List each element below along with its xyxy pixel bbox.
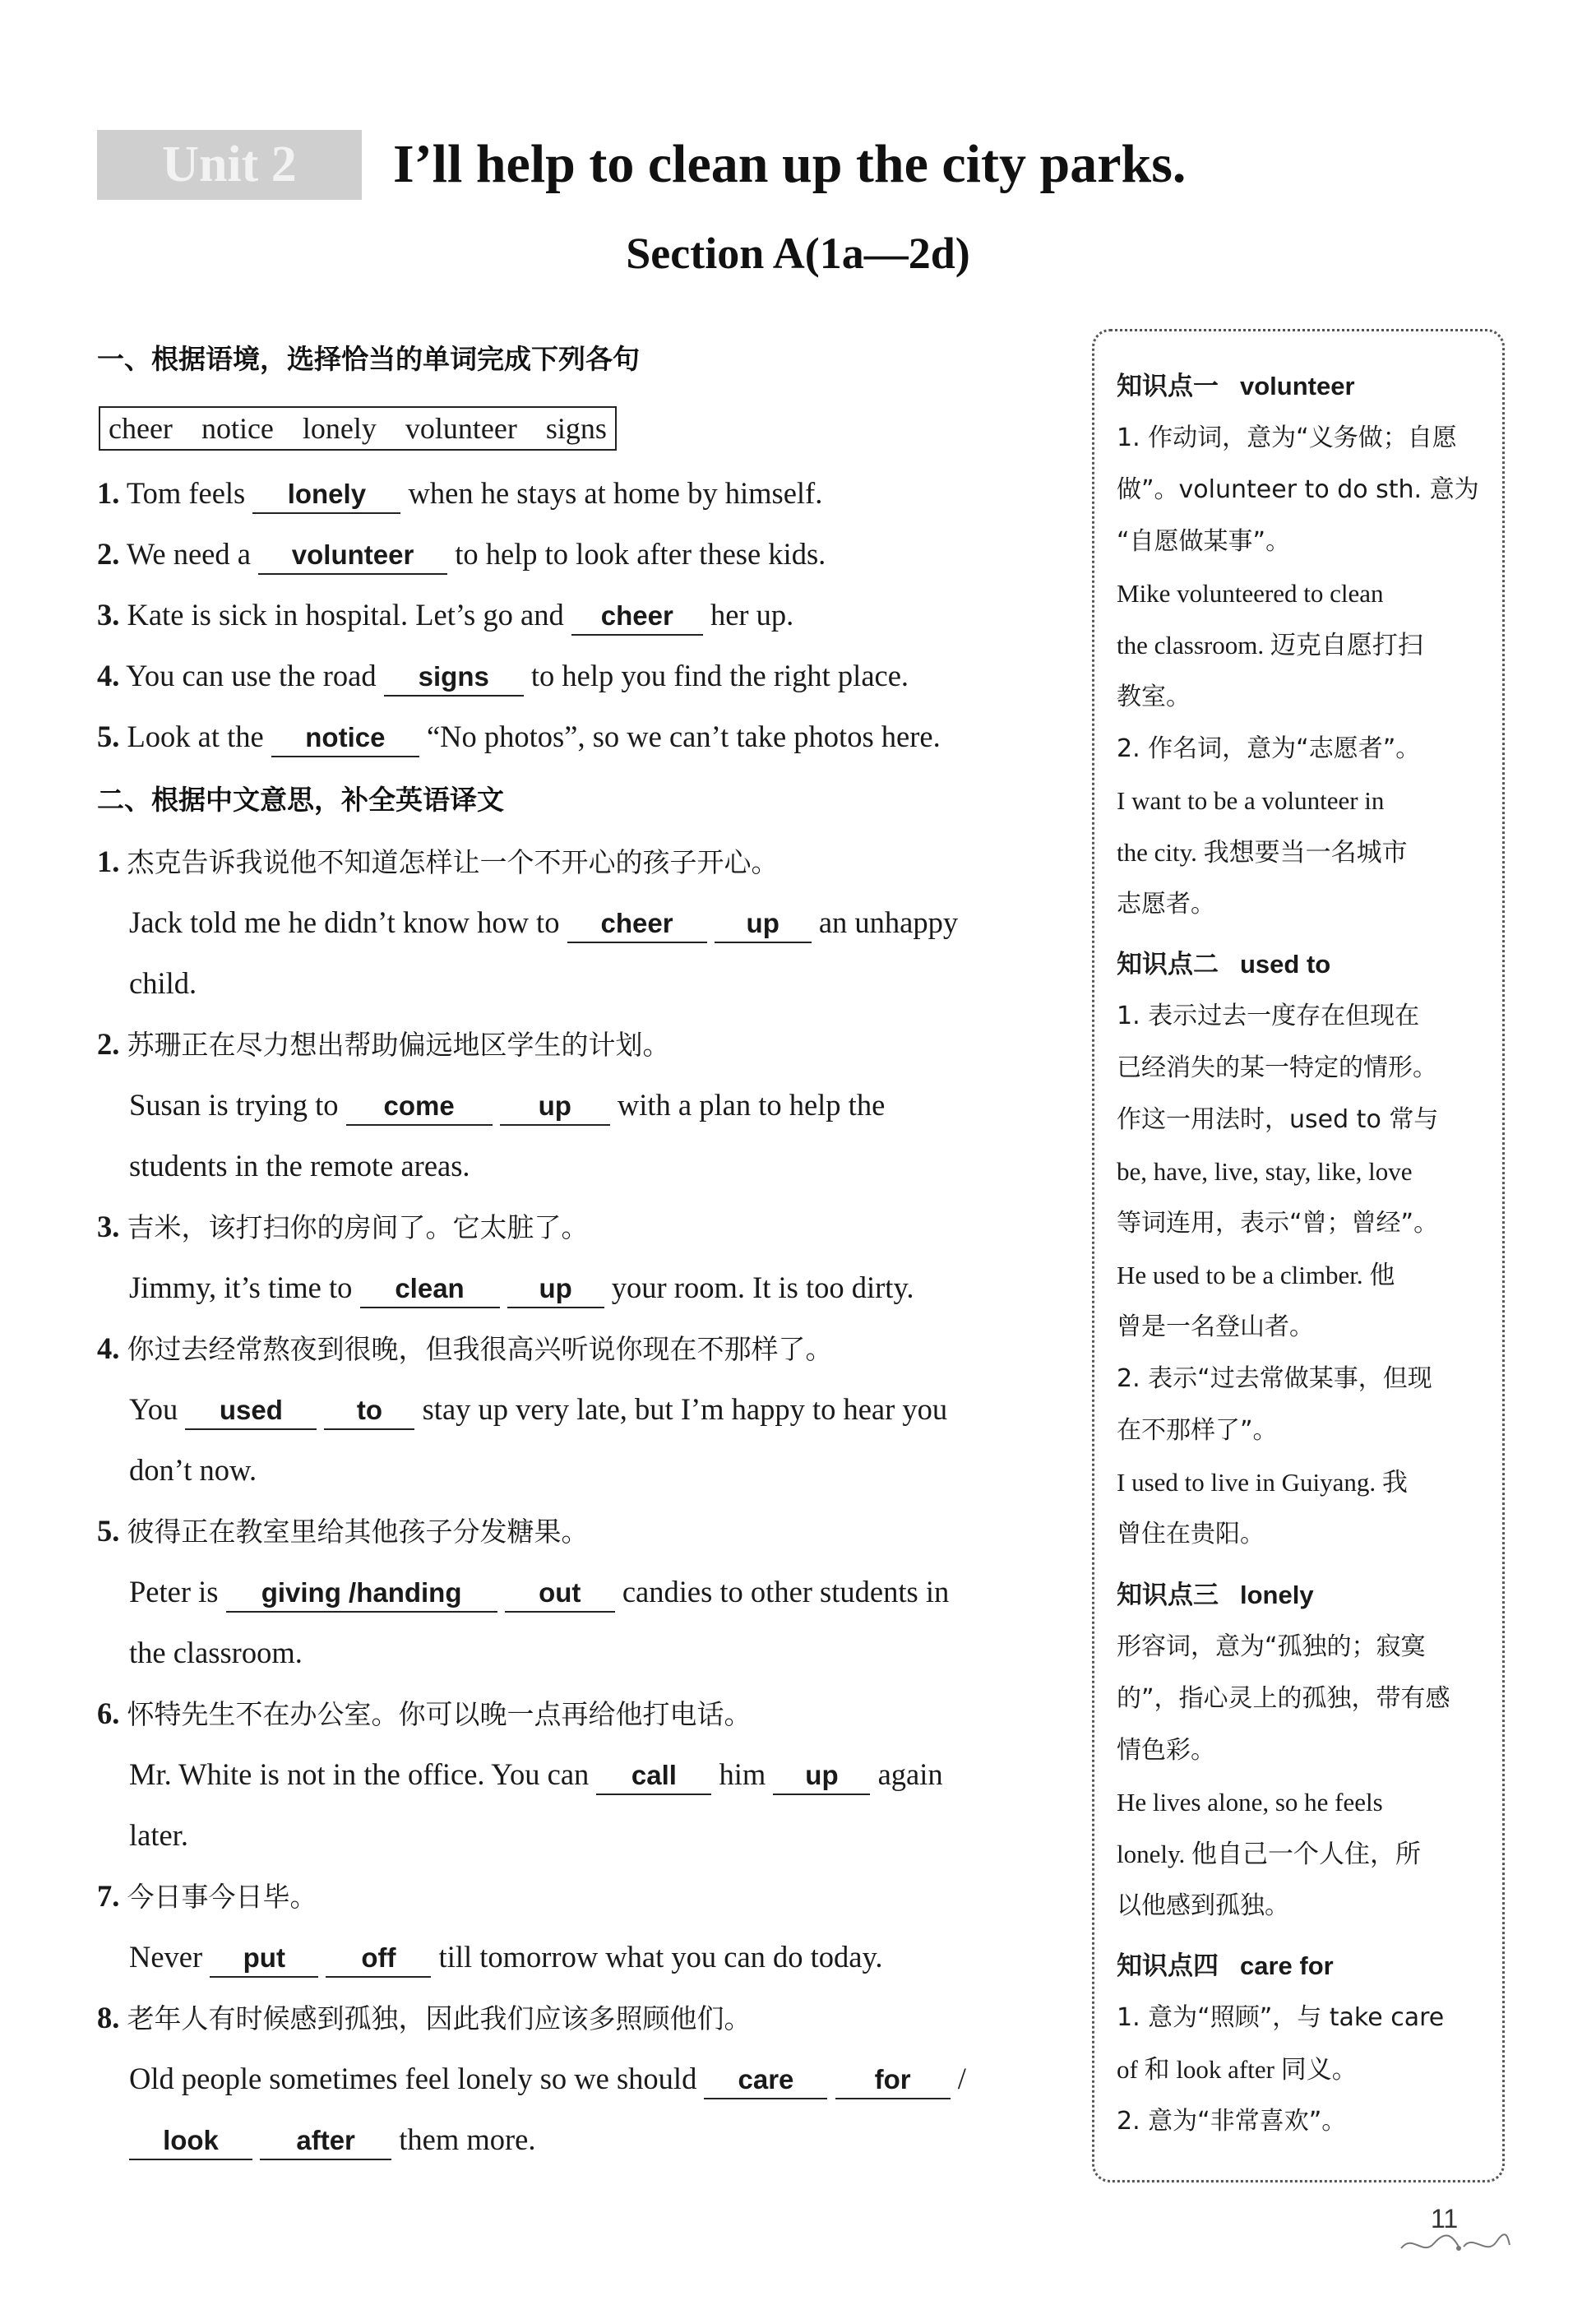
knowledge-point-2-heading: 知识点二 used to [1117,950,1331,979]
p2-question-8-english: Old people sometimes feel lonely so we should care for / [129,2057,966,2100]
sidebar-text: 2. 意为“非常喜欢”。 [1117,2107,1347,2136]
answer-blank[interactable]: up [507,1271,604,1308]
answer-blank[interactable]: used [185,1392,317,1430]
answer-blank[interactable]: volunteer [258,537,447,575]
p2-question-7-chinese: 7. 今日事今日毕。 [97,1879,317,1913]
answer-blank[interactable]: for [835,2062,951,2099]
sidebar-text: of 和 look after 同义。 [1117,2055,1358,2084]
sidebar-text: 的”，指心灵上的孤独，带有感 [1117,1684,1450,1713]
sidebar-text: the city. 我想要当一名城市 [1117,838,1408,867]
answer-blank[interactable]: notice [271,720,419,757]
p2-question-4-english: You used to stay up very late, but I’m happy to hear you [129,1388,947,1431]
p1-question-2: 2. We need a volunteer to help to look after these kids. [97,533,826,576]
p2-question-8-cont: look after them more. [129,2118,535,2161]
answer-blank[interactable]: lonely [252,476,400,514]
sidebar-text: 1. 作动词，意为“义务做；自愿 [1117,424,1457,452]
sidebar-text: the classroom. 迈克自愿打扫 [1117,631,1423,660]
p2-question-6-english: Mr. White is not in the office. You can call him up again [129,1753,943,1796]
p2-question-7-english: Never put off till tomorrow what you can do today. [129,1936,883,1979]
answer-blank[interactable]: put [210,1940,318,1978]
sidebar-text: 作这一用法时，used to 常与 [1117,1105,1439,1134]
p2-question-6-cont: later. [129,1818,188,1852]
knowledge-point-4-heading: 知识点四 care for [1117,1951,1334,1981]
sidebar-text: Mike volunteered to clean [1117,579,1384,608]
sidebar-text: 形容词，意为“孤独的；寂寞 [1117,1632,1426,1661]
p1-question-4: 4. You can use the road signs to help you find the right place. [97,655,909,697]
sidebar-text: “自愿做某事”。 [1117,527,1291,556]
answer-blank[interactable]: giving /handing [226,1575,497,1613]
sidebar-text: I used to live in Guiyang. 我 [1117,1468,1408,1497]
p2-question-5-cont: the classroom. [129,1636,303,1669]
p1-question-3: 3. Kate is sick in hospital. Let’s go and cheer her up. [97,594,793,636]
answer-blank[interactable]: up [500,1088,610,1126]
sidebar-text: 等词连用，表示“曾；曾经”。 [1117,1209,1439,1238]
p2-question-1-cont: child. [129,966,197,1000]
sidebar-text: 教室。 [1117,683,1191,711]
p2-question-5-english: Peter is giving /handing out candies to other students in [129,1571,949,1613]
word-bank-item: lonely [302,412,377,445]
answer-blank[interactable]: clean [360,1271,500,1308]
sidebar-text: 以他感到孤独。 [1117,1891,1289,1920]
sidebar-text: 做”。volunteer to do sth. 意为 [1117,475,1479,504]
swirl-ornament-icon [1398,2227,1513,2260]
answer-blank[interactable]: out [505,1575,615,1613]
p2-question-4-cont: don’t now. [129,1453,257,1487]
unit-badge: Unit 2 [97,130,362,200]
sidebar-text: 情色彩。 [1117,1736,1215,1765]
answer-blank[interactable]: come [346,1088,493,1126]
part2-heading: 二、根据中文意思，补全英语译文 [97,784,504,816]
p2-question-2-chinese: 2. 苏珊正在尽力想出帮助偏远地区学生的计划。 [97,1027,670,1061]
answer-blank[interactable]: after [260,2122,391,2160]
p2-question-3-chinese: 3. 吉米，该打扫你的房间了。它太脏了。 [97,1210,589,1243]
sidebar-text: 曾是一名登山者。 [1117,1312,1314,1341]
sidebar-text: He used to be a climber. 他 [1117,1261,1395,1289]
word-bank [99,406,617,451]
sidebar-text: 在不那样了”。 [1117,1416,1278,1445]
sidebar-text: be, have, live, stay, like, love [1117,1157,1413,1186]
answer-blank[interactable]: care [704,2062,827,2099]
word-bank-item: notice [201,412,274,445]
answer-blank[interactable]: look [129,2122,252,2160]
sidebar-text: 2. 作名词，意为“志愿者”。 [1117,734,1421,763]
p2-question-4-chinese: 4. 你过去经常熬夜到很晚，但我很高兴听说你现在不那样了。 [97,1331,833,1365]
word-bank-item: cheer [109,412,173,445]
answer-blank[interactable]: to [324,1392,414,1430]
sidebar-text: 志愿者。 [1117,890,1215,919]
unit-title: I’ll help to clean up the city parks. [393,134,1187,194]
answer-blank[interactable]: up [715,905,812,943]
p2-question-1-english: Jack told me he didn’t know how to cheer up an unhappy [129,901,958,944]
sidebar-text: He lives alone, so he feels [1117,1788,1383,1817]
answer-blank[interactable]: call [596,1757,711,1795]
answer-blank[interactable]: signs [384,659,524,697]
p2-question-8-chinese: 8. 老年人有时候感到孤独，因此我们应该多照顾他们。 [97,2001,752,2034]
p1-question-1: 1. Tom feels lonely when he stays at home by himself. [97,472,822,515]
part1-heading: 一、根据语境，选择恰当的单词完成下列各句 [97,343,640,375]
p2-question-2-cont: students in the remote areas. [129,1149,470,1183]
page-number: 11 [1431,2204,1459,2233]
answer-blank[interactable]: cheer [567,905,707,943]
knowledge-point-1-heading: 知识点一 volunteer [1117,372,1355,401]
p1-question-5: 5. Look at the notice “No photos”, so we can’t take photos here. [97,715,941,758]
sidebar-text: I want to be a volunteer in [1117,786,1385,815]
sidebar-text: 已经消失的某一特定的情形。 [1117,1053,1437,1082]
sidebar-text: 曾住在贵阳。 [1117,1520,1265,1548]
sidebar-text: 1. 意为“照顾”，与 take care [1117,2003,1445,2032]
answer-blank[interactable]: up [773,1757,870,1795]
p2-question-3-english: Jimmy, it’s time to clean up your room. It is too dirty. [129,1266,914,1309]
p2-question-5-chinese: 5. 彼得正在教室里给其他孩子分发糖果。 [97,1514,589,1548]
sidebar-text: lonely. 他自己一个人住，所 [1117,1840,1421,1868]
sidebar-text: 2. 表示“过去常做某事，但现 [1117,1364,1432,1393]
p2-question-2-english: Susan is trying to come up with a plan to help the [129,1084,885,1127]
answer-blank[interactable]: cheer [571,598,703,636]
word-bank-item: volunteer [405,412,517,445]
knowledge-point-3-heading: 知识点三 lonely [1117,1581,1314,1610]
answer-blank[interactable]: off [326,1940,431,1978]
word-bank-item: signs [545,412,607,445]
section-title: Section A(1a—2d) [626,229,970,278]
p2-question-6-chinese: 6. 怀特先生不在办公室。你可以晚一点再给他打电话。 [97,1696,752,1730]
sidebar-text: 1. 表示过去一度存在但现在 [1117,1002,1420,1030]
p2-question-1-chinese: 1. 杰克告诉我说他不知道怎样让一个不开心的孩子开心。 [97,845,779,878]
